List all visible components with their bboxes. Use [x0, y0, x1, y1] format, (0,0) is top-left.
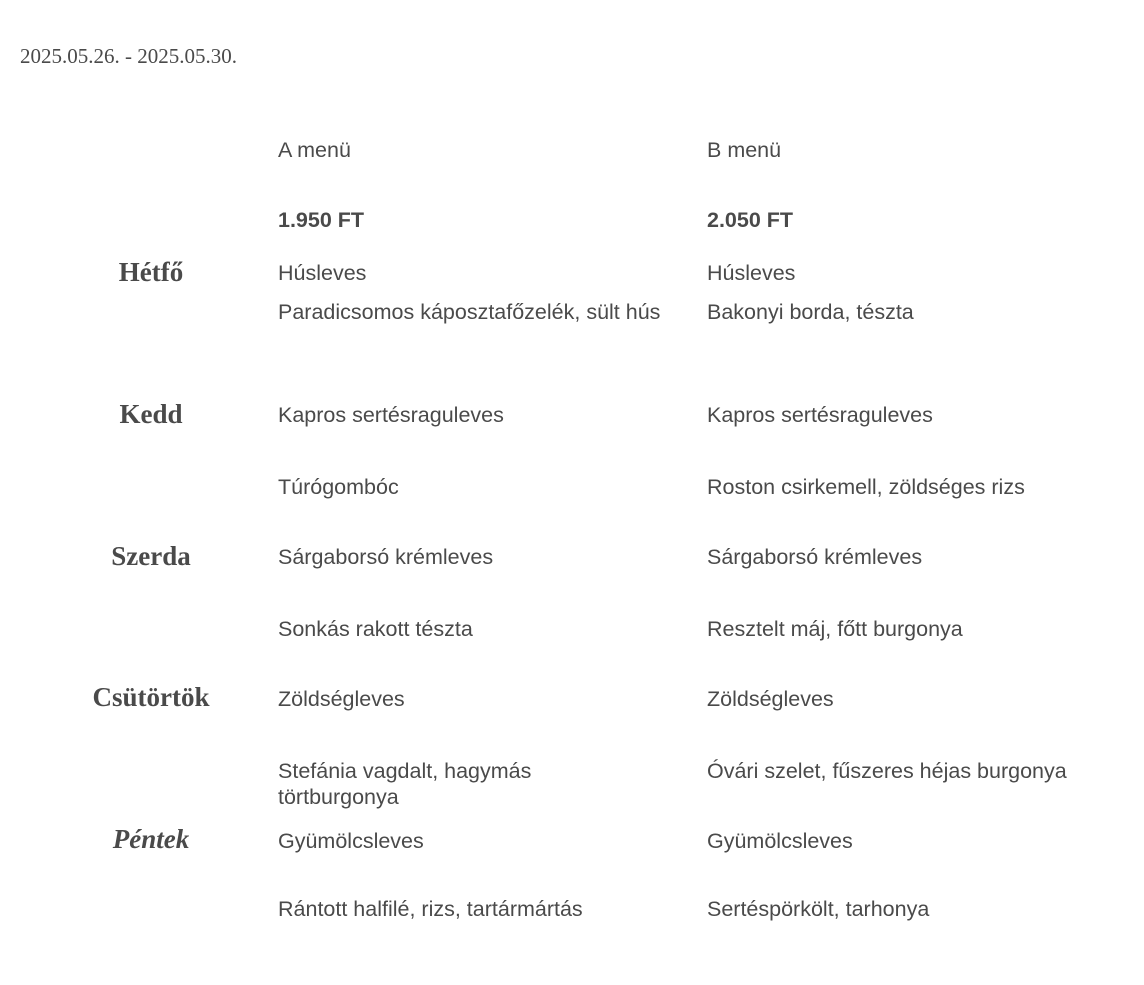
day-label-thursday: Csütörtök: [92, 682, 210, 712]
menu-b-price: 2.050 FT: [707, 208, 794, 232]
thursday-soup-b: Zöldségleves: [707, 687, 834, 711]
friday-main-a: Rántott halfilé, rizs, tartármártás: [278, 897, 583, 921]
day-label-tuesday: Kedd: [119, 399, 183, 429]
thursday-main-b: Óvári szelet, fűszeres héjas burgonya: [707, 759, 1067, 783]
thursday-main-a: Stefánia vagdalt, hagymás törtburgonya: [278, 759, 532, 809]
menu-b-title: B menü: [707, 138, 782, 162]
tuesday-main-a: Túrógombóc: [278, 475, 399, 499]
wednesday-main-b: Resztelt máj, főtt burgonya: [707, 617, 963, 641]
menu-a-price: 1.950 FT: [278, 208, 365, 232]
friday-soup-a: Gyümölcsleves: [278, 829, 424, 853]
day-label-wednesday: Szerda: [111, 541, 191, 571]
day-label-monday: Hétfő: [118, 257, 184, 287]
tuesday-soup-a: Kapros sertésraguleves: [278, 403, 504, 427]
thursday-soup-a: Zöldségleves: [278, 687, 405, 711]
date-range: 2025.05.26. - 2025.05.30.: [20, 44, 237, 68]
day-label-friday: Péntek: [112, 824, 190, 854]
friday-soup-b: Gyümölcsleves: [707, 829, 853, 853]
wednesday-soup-b: Sárgaborsó krémleves: [707, 545, 923, 569]
menu-a-title: A menü: [278, 138, 351, 162]
monday-soup-b: Húsleves: [707, 261, 796, 285]
wednesday-main-a: Sonkás rakott tészta: [278, 617, 473, 641]
tuesday-main-b: Roston csirkemell, zöldséges rizs: [707, 475, 1025, 499]
wednesday-soup-a: Sárgaborsó krémleves: [278, 545, 494, 569]
monday-main-a: Paradicsomos káposztafőzelék, sült hús: [278, 300, 661, 324]
monday-main-b: Bakonyi borda, tészta: [707, 300, 914, 324]
friday-main-b: Sertéspörkölt, tarhonya: [707, 897, 930, 921]
monday-soup-a: Húsleves: [278, 261, 367, 285]
tuesday-soup-b: Kapros sertésraguleves: [707, 403, 933, 427]
